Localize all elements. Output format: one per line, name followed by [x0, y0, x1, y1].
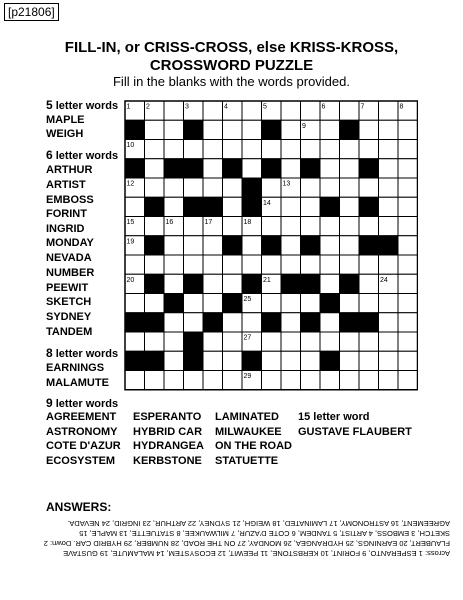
grid-cell-white[interactable] — [184, 236, 204, 255]
clue-number: 6 — [321, 103, 326, 111]
word-item: MALAMUTE — [46, 377, 109, 389]
grid-cell-black — [301, 313, 321, 332]
grid-cell-white[interactable] — [203, 371, 223, 390]
grid-cell-white[interactable] — [184, 255, 204, 274]
grid-cell-white[interactable] — [262, 351, 282, 370]
grid-cell-white[interactable] — [223, 178, 243, 197]
grid-cell-white[interactable] — [379, 255, 399, 274]
grid-cell-white[interactable] — [379, 120, 399, 139]
word-item: COTE D'AZUR — [46, 440, 121, 452]
grid-cell-white[interactable] — [379, 178, 399, 197]
grid-cell-white[interactable] — [320, 255, 340, 274]
grid-cell-white[interactable] — [320, 332, 340, 351]
grid-cell-white[interactable] — [281, 332, 301, 351]
grid-cell-white[interactable] — [301, 351, 321, 370]
grid-cell-black — [125, 120, 145, 139]
grid-cell-white[interactable] — [164, 371, 184, 390]
page-subtitle: Fill in the blanks with the words provided. — [112, 74, 350, 89]
word-item: SYDNEY — [46, 311, 92, 323]
grid-cell-white[interactable] — [340, 197, 360, 216]
grid-cell-white[interactable] — [184, 371, 204, 390]
grid-cell-white[interactable] — [184, 140, 204, 159]
word-item: KERBSTONE — [133, 455, 202, 467]
word-item: LAMINATED — [215, 411, 279, 423]
clue-number: 19 — [126, 238, 135, 246]
grid-cell-white[interactable] — [262, 294, 282, 313]
grid-cell-white[interactable] — [379, 332, 399, 351]
word-item: SKETCH — [46, 296, 92, 308]
grid-cell-black — [281, 274, 301, 293]
grid-cell-black — [242, 274, 262, 293]
grid-cell-white[interactable] — [164, 274, 184, 293]
grid-cell-white[interactable] — [262, 255, 282, 274]
grid-cell-white[interactable] — [398, 351, 418, 370]
answers-label: ANSWERS: — [46, 500, 112, 514]
clue-number: 23 — [341, 276, 349, 284]
grid-cell-black — [359, 313, 379, 332]
word-item: MILWAUKEE — [215, 426, 282, 438]
grid-cell-black — [145, 274, 165, 293]
grid-cell-white[interactable] — [340, 159, 360, 178]
grid-cell-white[interactable] — [125, 255, 145, 274]
clue-number: 15 — [126, 219, 135, 226]
grid-cell-white[interactable] — [164, 197, 184, 216]
grid-cell-white[interactable] — [320, 159, 340, 178]
grid-cell-black — [262, 236, 282, 255]
grid-cell-white[interactable] — [301, 140, 321, 159]
grid-cell-white[interactable] — [379, 371, 399, 390]
clue-number: 24 — [380, 276, 388, 284]
grid-cell-white[interactable] — [379, 140, 399, 159]
clue-number: 25 — [243, 296, 252, 303]
word-item: ARTHUR — [46, 164, 93, 176]
grid-cell-white[interactable] — [125, 197, 145, 216]
clue-number: 21 — [263, 276, 271, 284]
grid-cell-white[interactable] — [379, 197, 399, 216]
grid-cell-white[interactable] — [223, 274, 243, 293]
grid-cell-white[interactable] — [262, 178, 282, 197]
grid-cell-black — [379, 236, 399, 255]
heading-6-letter: 6 letter words — [46, 148, 119, 162]
clue-number: 2 — [146, 103, 150, 111]
grid-cell-white[interactable] — [184, 294, 204, 313]
grid-cell-white[interactable] — [145, 120, 165, 139]
grid-cell-white[interactable] — [398, 294, 418, 313]
word-item: MAPLE — [46, 114, 85, 126]
clue-number: 9 — [302, 122, 306, 130]
word-item: INGRID — [46, 223, 85, 235]
grid-cell-white[interactable] — [262, 217, 282, 236]
grid-cell-white[interactable] — [359, 332, 379, 351]
clue-number: 4 — [224, 103, 228, 111]
grid-cell-white[interactable] — [320, 120, 340, 139]
grid-cell-white[interactable] — [359, 217, 379, 236]
grid-cell-white[interactable] — [164, 101, 184, 120]
grid-cell-white[interactable] — [359, 140, 379, 159]
grid-cell-white[interactable] — [340, 217, 360, 236]
grid-cell-white[interactable] — [203, 159, 223, 178]
grid-cell-white[interactable] — [281, 351, 301, 370]
grid-cell-white[interactable] — [242, 159, 262, 178]
grid-cell-white[interactable] — [359, 294, 379, 313]
grid-cell-white[interactable] — [125, 294, 145, 313]
grid-cell-white[interactable] — [262, 371, 282, 390]
grid-cell-white[interactable] — [398, 120, 418, 139]
grid-cell-white[interactable] — [223, 332, 243, 351]
grid-cell-white[interactable] — [203, 101, 223, 120]
clue-number: 22 — [302, 276, 310, 284]
clue-number: 8 — [399, 103, 404, 111]
grid-cell-white[interactable] — [359, 351, 379, 370]
grid-cell-white[interactable] — [398, 236, 418, 255]
word-item: PEEWIT — [46, 282, 89, 294]
grid-cell-black — [340, 313, 360, 332]
grid-cell-black — [262, 159, 282, 178]
grid-cell-black — [145, 351, 165, 370]
grid-cell-white[interactable] — [281, 294, 301, 313]
grid-cell-white[interactable] — [320, 217, 340, 236]
grid-cell-white[interactable] — [379, 351, 399, 370]
grid-cell-white[interactable] — [398, 217, 418, 236]
grid-cell-white[interactable] — [398, 371, 418, 390]
grid-cell-white[interactable] — [320, 140, 340, 159]
grid-cell-white[interactable] — [301, 178, 321, 197]
grid-cell-white[interactable] — [340, 332, 360, 351]
grid-cell-white[interactable] — [242, 101, 262, 120]
grid-cell-white[interactable] — [223, 313, 243, 332]
word-item: GUSTAVE FLAUBERT — [298, 426, 412, 438]
grid-cell-white[interactable] — [223, 120, 243, 139]
grid-cell-white[interactable] — [203, 351, 223, 370]
word-item: ON THE ROAD — [215, 440, 292, 452]
grid-cell-white[interactable] — [379, 313, 399, 332]
grid-cell-white[interactable] — [203, 294, 223, 313]
grid-cell-black — [203, 197, 223, 216]
grid-cell-black — [164, 294, 184, 313]
word-item: HYBRID CAR — [133, 426, 203, 438]
grid-cell-white[interactable] — [203, 178, 223, 197]
grid-cell-white[interactable] — [262, 140, 282, 159]
clue-number: 3 — [185, 103, 189, 111]
grid-cell-black — [320, 197, 340, 216]
grid-cell-white[interactable] — [145, 255, 165, 274]
word-item: ASTRONOMY — [46, 426, 118, 438]
grid-cell-white[interactable] — [301, 217, 321, 236]
grid-cell-white[interactable] — [145, 140, 165, 159]
grid-cell-black — [184, 351, 204, 370]
grid-cell-black — [242, 197, 262, 216]
grid-cell-black — [184, 197, 204, 216]
clue-number: 26 — [126, 315, 135, 323]
grid-cell-white[interactable] — [203, 140, 223, 159]
grid-cell-white[interactable] — [398, 332, 418, 351]
clue-number: 20 — [126, 276, 135, 284]
grid-cell-white[interactable] — [281, 101, 301, 120]
grid-cell-black — [320, 351, 340, 370]
grid-cell-white[interactable] — [145, 178, 165, 197]
clue-number: 5 — [263, 103, 267, 111]
page-title-line1: FILL-IN, or CRISS-CROSS, else KRISS-KROSS, — [64, 39, 399, 56]
grid-cell-black — [340, 120, 360, 139]
grid-cell-white[interactable] — [203, 332, 223, 351]
word-item: WEIGH — [46, 128, 84, 140]
grid-cell-black — [242, 178, 262, 197]
grid-cell-white[interactable] — [203, 274, 223, 293]
grid-cell-white[interactable] — [164, 140, 184, 159]
grid-cell-white[interactable] — [223, 371, 243, 390]
grid-cell-white[interactable] — [145, 217, 165, 236]
grid-cell-black — [184, 332, 204, 351]
clue-number: 28 — [126, 353, 135, 361]
grid-cell-white[interactable] — [359, 274, 379, 293]
word-item: NUMBER — [46, 267, 95, 279]
grid-cell-white[interactable] — [145, 294, 165, 313]
page-title-line2: CROSSWORD PUZZLE — [149, 57, 314, 74]
grid-cell-white[interactable] — [281, 120, 301, 139]
grid-cell-black — [359, 197, 379, 216]
grid-cell-white[interactable] — [340, 351, 360, 370]
word-item: ESPERANTO — [133, 411, 202, 423]
clue-number: 18 — [243, 219, 252, 226]
word-item: ARTIST — [46, 179, 86, 191]
grid-cell-white[interactable] — [301, 294, 321, 313]
word-item: MONDAY — [46, 237, 94, 249]
grid-cell-black — [184, 159, 204, 178]
grid-cell-white[interactable] — [242, 120, 262, 139]
grid-cell-white[interactable] — [164, 255, 184, 274]
heading-9-letter: 9 letter words — [46, 396, 119, 410]
grid-cell-white[interactable] — [320, 236, 340, 255]
grid-cell-black — [359, 159, 379, 178]
grid-cell-white[interactable] — [281, 255, 301, 274]
grid-cell-white[interactable] — [379, 159, 399, 178]
grid-cell-white[interactable] — [145, 159, 165, 178]
grid-cell-white[interactable] — [164, 313, 184, 332]
puzzle-id-tag: [p21806] — [4, 3, 59, 21]
clue-number: 13 — [282, 180, 291, 188]
grid-cell-white[interactable] — [359, 371, 379, 390]
grid-cell-black — [223, 236, 243, 255]
clue-number: 14 — [263, 199, 271, 207]
clue-number: 1 — [126, 103, 131, 111]
grid-cell-white[interactable] — [340, 101, 360, 120]
grid-cell-white[interactable] — [301, 371, 321, 390]
grid-cell-white[interactable] — [301, 197, 321, 216]
grid-cell-white[interactable] — [281, 159, 301, 178]
grid-cell-white[interactable] — [301, 332, 321, 351]
grid-cell-white[interactable] — [379, 217, 399, 236]
grid-cell-white[interactable] — [379, 101, 399, 120]
grid-cell-white[interactable] — [398, 255, 418, 274]
grid-cell-white[interactable] — [203, 255, 223, 274]
grid-cell-white[interactable] — [164, 178, 184, 197]
grid-cell-white[interactable] — [398, 140, 418, 159]
clue-number: 27 — [243, 334, 252, 342]
grid-cell-white[interactable] — [301, 255, 321, 274]
grid-cell-white[interactable] — [340, 371, 360, 390]
grid-cell-white[interactable] — [242, 313, 262, 332]
grid-cell-white[interactable] — [340, 294, 360, 313]
clue-number: 11 — [302, 161, 310, 169]
grid-cell-black — [359, 236, 379, 255]
grid-cell-white[interactable] — [398, 274, 418, 293]
grid-cell-black — [164, 159, 184, 178]
grid-cell-white[interactable] — [281, 140, 301, 159]
word-item: EMBOSS — [46, 194, 94, 206]
grid-cell-white[interactable] — [145, 332, 165, 351]
grid-cell-white[interactable] — [281, 313, 301, 332]
grid-cell-white[interactable] — [203, 120, 223, 139]
clue-number: 10 — [126, 142, 135, 149]
crossword-grid — [124, 100, 418, 391]
grid-cell-white[interactable] — [398, 313, 418, 332]
grid-cell-white[interactable] — [223, 217, 243, 236]
grid-cell-white[interactable] — [281, 371, 301, 390]
grid-cell-white[interactable] — [242, 140, 262, 159]
grid-cell-white[interactable] — [242, 236, 262, 255]
grid-cell-white[interactable] — [223, 197, 243, 216]
clue-number: 12 — [126, 180, 135, 188]
clue-number: 29 — [243, 373, 252, 380]
grid-cell-white[interactable] — [359, 120, 379, 139]
grid-cell-white[interactable] — [242, 255, 262, 274]
grid-cell-white[interactable] — [164, 236, 184, 255]
clue-number: 7 — [360, 103, 365, 111]
grid-cell-white[interactable] — [340, 178, 360, 197]
grid-cell-white[interactable] — [184, 217, 204, 236]
answers-text-upside-down: Across: 1 ESPERANTO, 9 FORINT, 10 KERBSTONE, 11 PEEWIT, 12 ECOSYSTEM, 14 MALAMUTE, 19 GUSTAVE FLAUBERT, 20 EARNINGS, 25 HYDRANGEA, 26 MONDAY, 27 ON THE ROAD, 28 NUMBER, 29 HYBRID CAR. Down: 2 SKETCH, 3 EMBOSS, 4 ARTIST, 5 TANDEM, 6 COTE D'AZUR, 7 MILWAUKEE, 8 STATUETTE, 13 MAPLE, 15 AGREEMENT, 16 ASTRONOMY, 17 LAMINATED, 18 WEIGH, 21 SYDNEY, 22 ARTHUR, 23 INGRID, 24 NEVADA. — [43, 519, 450, 558]
grid-cell-white[interactable] — [398, 178, 418, 197]
grid-cell-black — [125, 159, 145, 178]
grid-cell-black — [262, 313, 282, 332]
grid-cell-black — [145, 236, 165, 255]
grid-cell-black — [262, 120, 282, 139]
grid-cell-white[interactable] — [203, 236, 223, 255]
word-item: AGREEMENT — [46, 411, 117, 423]
heading-5-letter: 5 letter words — [46, 98, 119, 112]
word-item: ECOSYSTEM — [46, 455, 116, 467]
grid-cell-black — [223, 294, 243, 313]
grid-cell-white[interactable] — [184, 313, 204, 332]
grid-cell-white[interactable] — [320, 313, 340, 332]
grid-cell-white[interactable] — [125, 332, 145, 351]
grid-cell-black — [320, 294, 340, 313]
grid-cell-white[interactable] — [340, 255, 360, 274]
clue-number: 16 — [165, 219, 174, 226]
grid-cell-white[interactable] — [164, 351, 184, 370]
grid-cell-black — [223, 159, 243, 178]
grid-cell-white[interactable] — [145, 371, 165, 390]
word-item: EARNINGS — [46, 362, 105, 374]
word-item: NEVADA — [46, 252, 92, 264]
heading-8-letter: 8 letter words — [46, 346, 119, 360]
grid-cell-white[interactable] — [320, 274, 340, 293]
grid-cell-black — [242, 351, 262, 370]
word-item: FORINT — [46, 208, 87, 220]
grid-cell-black — [301, 236, 321, 255]
grid-cell-white[interactable] — [359, 255, 379, 274]
grid-cell-white[interactable] — [262, 332, 282, 351]
grid-cell-black — [145, 197, 165, 216]
grid-cell-white[interactable] — [281, 236, 301, 255]
grid-cell-black — [203, 313, 223, 332]
word-item: STATUETTE — [215, 455, 279, 467]
grid-cell-white[interactable] — [164, 120, 184, 139]
grid-cell-white[interactable] — [223, 255, 243, 274]
grid-cell-white[interactable] — [301, 101, 321, 120]
grid-cell-white[interactable] — [223, 140, 243, 159]
word-item: TANDEM — [46, 326, 93, 338]
clue-number: 17 — [204, 219, 213, 226]
grid-cell-black — [184, 120, 204, 139]
grid-cell-white[interactable] — [320, 178, 340, 197]
grid-cell-white[interactable] — [223, 351, 243, 370]
heading-15-letter: 15 letter word — [298, 411, 370, 423]
grid-cell-white[interactable] — [359, 178, 379, 197]
grid-cell-white[interactable] — [281, 217, 301, 236]
grid-cell-black — [145, 313, 165, 332]
grid-cell-white[interactable] — [125, 371, 145, 390]
grid-cell-white[interactable] — [340, 140, 360, 159]
grid-cell-white[interactable] — [398, 197, 418, 216]
grid-cell-black — [184, 274, 204, 293]
grid-cell-white[interactable] — [340, 236, 360, 255]
word-item: HYDRANGEA — [133, 440, 204, 452]
grid-cell-white[interactable] — [379, 294, 399, 313]
grid-cell-white[interactable] — [184, 178, 204, 197]
grid-cell-white[interactable] — [320, 371, 340, 390]
grid-cell-white[interactable] — [398, 159, 418, 178]
grid-cell-white[interactable] — [281, 197, 301, 216]
grid-cell-white[interactable] — [164, 332, 184, 351]
